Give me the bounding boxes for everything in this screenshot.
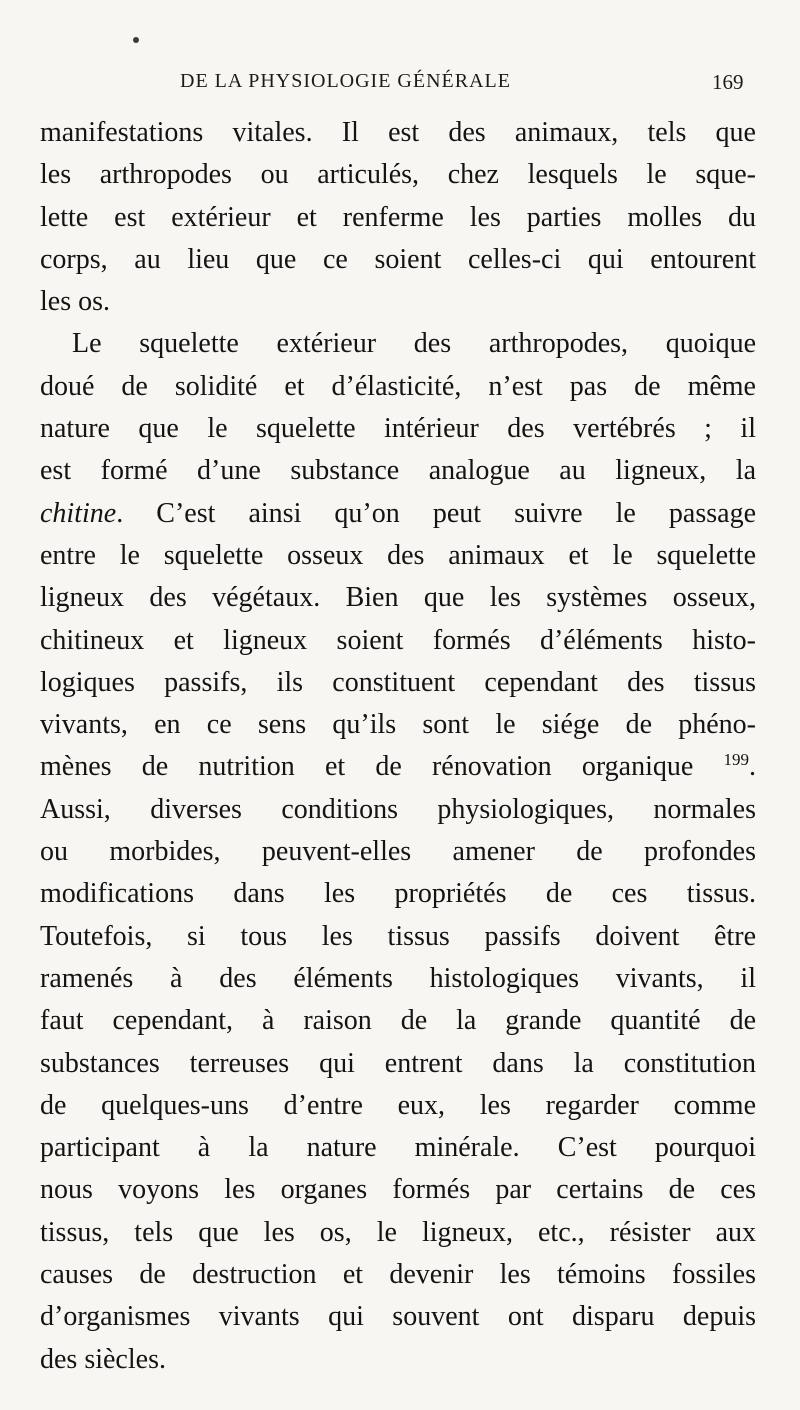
text-line: logiques passifs, ils constituent cependant des tissus <box>40 666 756 698</box>
page-number: 169 <box>712 70 744 94</box>
text-line: Le squelette extérieur des arthropodes, quoique <box>72 328 756 360</box>
text-line: entre le squelette osseux des animaux et le squelette <box>40 539 756 571</box>
text-line: les os. <box>40 286 110 318</box>
text-line: lette est extérieur et renferme les parties molles du <box>40 201 756 233</box>
text-line: substances terreuses qui entrent dans la constitution <box>40 1047 756 1079</box>
text-line: ligneux des végétaux. Bien que les systèmes osseux, <box>40 582 756 614</box>
text-line: les arthropodes ou articulés, chez lesquels le sque- <box>40 159 756 191</box>
ink-speck <box>133 37 139 43</box>
text-fragment: mènes de nutrition et de rénovation organique <box>40 751 724 783</box>
italic-term: chitine <box>40 497 117 529</box>
text-line: ramenés à des éléments histologiques vivants, il <box>40 962 756 994</box>
text-line: doué de solidité et d’élasticité, n’est pas de même <box>40 370 756 402</box>
text-line: d’organismes vivants qui souvent ont disparu depuis <box>40 1301 756 1333</box>
text-line: modifications dans les propriétés de ces tissus. <box>40 878 756 910</box>
text-line: des siècles. <box>40 1343 166 1375</box>
text-line: tissus, tels que les os, le ligneux, etc., résister aux <box>40 1216 756 1248</box>
footnote-reference: 199 <box>723 750 749 770</box>
body-text <box>40 112 756 1381</box>
text-line: corps, au lieu que ce soient celles-ci qui entourent <box>40 243 756 275</box>
text-line: de quelques-uns d’entre eux, les regarder comme <box>40 1089 756 1121</box>
text-line: Toutefois, si tous les tissus passifs doivent être <box>40 920 756 952</box>
text-fragment: . <box>749 751 756 783</box>
text-line: causes de destruction et devenir les témoins fossiles <box>40 1259 756 1291</box>
text-line: faut cependant, à raison de la grande quantité de <box>40 1005 756 1037</box>
text-line: vivants, en ce sens qu’ils sont le siége de phéno- <box>40 709 756 741</box>
text-line: chitineux et ligneux soient formés d’éléments histo- <box>40 624 756 656</box>
text-line-with-note <box>40 746 756 788</box>
text-line: Aussi, diverses conditions physiologiques, normales <box>40 793 756 825</box>
running-header-title: DE LA PHYSIOLOGIE GÉNÉRALE <box>180 70 511 92</box>
text-line-with-italic <box>40 493 756 535</box>
text-line: nous voyons les organes formés par certains de ces <box>40 1174 756 1206</box>
text-line: ou morbides, peuvent-elles amener de profondes <box>40 836 756 868</box>
text-line: participant à la nature minérale. C’est pourquoi <box>40 1132 756 1164</box>
text-line: nature que le squelette intérieur des vertébrés ; il <box>40 413 756 445</box>
text-fragment: . C’est ainsi qu’on peut suivre le passage <box>116 497 756 529</box>
text-line: manifestations vitales. Il est des animaux, tels que <box>40 117 756 148</box>
text-line: est formé d’une substance analogue au ligneux, la <box>40 455 756 487</box>
